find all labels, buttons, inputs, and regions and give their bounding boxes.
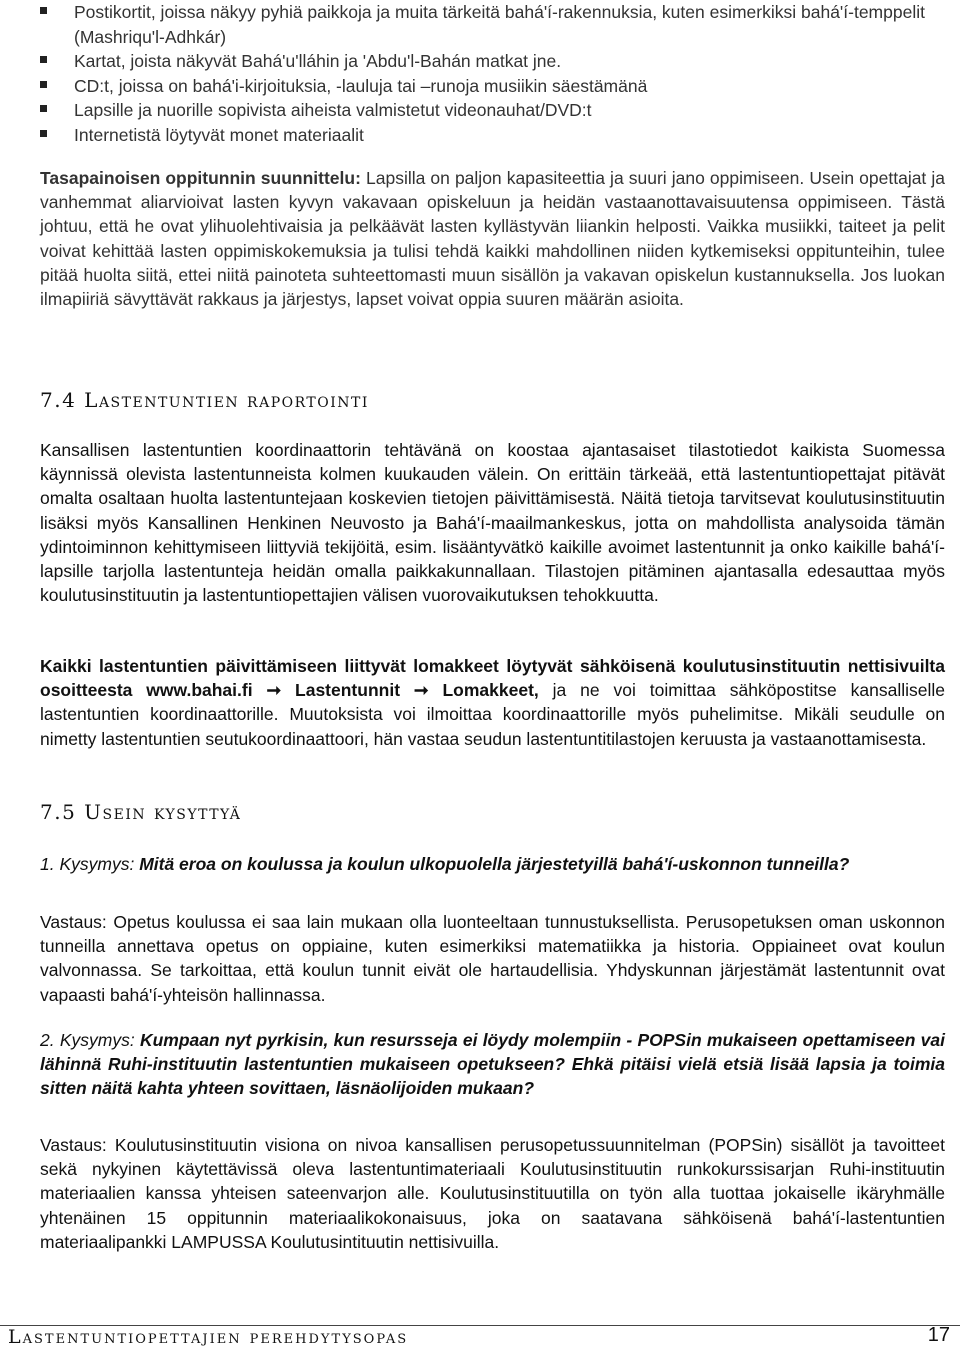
section-heading-7-5: 7.5 Usein kysyttyä [40, 800, 242, 824]
bullet-square-icon [40, 56, 47, 63]
bullet-text: CD:t, joissa on bahá'i-kirjoituksia, -lauluja tai –runoja musiikin säestämänä [74, 75, 648, 96]
bullet-text: Internetistä löytyvät monet materiaalit [74, 124, 364, 145]
list-item [40, 0, 945, 49]
bullet-square-icon [40, 7, 47, 14]
bullet-square-icon [40, 105, 47, 112]
arrow-right-icon: ➞ [413, 680, 429, 701]
path-lastentunnit: Lastentunnit [295, 680, 401, 701]
answer-2: Vastaus: Koulutusinstituutin visiona on nivoa kansallisen perusopetussuunnitelman (POPSin) sisällöt ja tavoitteet sekä nykyinen käytettävissä oleva lastentuntimateriaali Koulutusinstituutin runkokurssisarjan Ruhi-instituutin materiaalien kanssa yhteisen sateenvarjon alle. Koulutusinstituutilla on työn alla tuottaa jokaiselle ikäryhmälle yhtenäinen 15 oppitunnin materiaalikokonaisuus, joka on saatavana sähköisenä bahá'í-lastentuntien materiaalipankki LAMPUSSA Koulutusintituutin nettisivuilla. [40, 1135, 945, 1252]
forms-paragraph [40, 654, 945, 751]
path-lomakkeet: Lomakkeet, [442, 680, 539, 701]
paragraph-lead: Tasapainoisen oppitunnin suunnittelu: [40, 168, 361, 188]
question-text: Kumpaan nyt pyrkisin, kun resursseja ei löydy molempiin - POPSin mukaiseen opettamiseen vai lähinnä Ruhi-instituutin lastentuntien mukaiseen opetukseen? Ehkä pitäisi vielä etsiä lisää lapsia ja toimia sitten näitä kahta yhteen sovittaen, läsnäolijoiden mukaan? [40, 1030, 946, 1099]
question-text: Mitä eroa on koulussa ja koulun ulkopuolella järjestetyillä bahá'í-uskonnon tunneilla? [134, 854, 850, 874]
section-heading-7-4: 7.4 Lastentuntien raportointi [40, 388, 369, 412]
list-item [40, 123, 945, 148]
question-prefix: 2. Kysymys: [40, 1030, 135, 1050]
question-1 [40, 852, 945, 876]
bullet-square-icon [40, 81, 47, 88]
list-item [40, 98, 945, 123]
arrow-right-icon: ➞ [266, 680, 282, 701]
forms-rest-text: ja ne voi toimittaa sähköpostitse kansalliselle lastentuntien koordinaattorille. Muutoksista voi ilmoittaa koordinaattorille myös puhelimitse. Mikäli seudulle on nimetty lastentuntien seutukoordinaattoori, hän vastaa seudun lastentuntitilastojen keruusta ja vastaanottamisesta. [40, 680, 945, 749]
bullet-text: Kartat, joista näkyvät Bahá'u'lláhin ja 'Abdu'l-Bahán matkat jne. [74, 51, 562, 71]
forms-bold-text: Kaikki lastentuntien päivittämiseen liittyvät lomakkeet löytyvät sähköisenä koulutusinstituutin nettisivuilta osoitteesta www.bahai.fi [40, 656, 945, 701]
answer-1: Vastaus: Opetus koulussa ei saa lain mukaan olla luonteeltaan tunnustuksellista. Perusopetuksen oman uskonnon tunneilla annettava opetus on oppiaine, kuten esimerkiksi matematiikka ja historia. Oppiaineet ovat koulun valvonnassa. Se tarkoittaa, että koulun tunnit eivät ole hartaudellisia. Yhdyskunnan järjestämät lastentunnit ovat vapaasti bahá'í-yhteisön hallinnassa. [40, 912, 945, 1005]
resource-bullet-list [40, 0, 945, 147]
page-number: 17 [927, 1324, 950, 1346]
bullet-text: Postikortit, joissa näkyy pyhiä paikkoja ja muita tärkeitä bahá'í-rakennuksia, kuten esimerkiksi bahá'í-temppelit (Mashriqu'l-Adhkár) [74, 2, 925, 47]
bullet-square-icon [40, 130, 47, 137]
question-prefix: 1. Kysymys: [40, 854, 135, 874]
lesson-planning-paragraph [40, 166, 945, 311]
paragraph-text: Lapsilla on paljon kapasiteettia ja suuri jano oppimiseen. Usein opettajat ja vanhemmat aliarvioivat lasten kyvyn vakavaan opiskeluun ja heidän vastaanottavaisuutensa oppimiseen. Tästä johtuu, että he ovat ylihuolehtivaisia ja pelkäävät lasten kyllästyvän liiankin helposti. Vaikka musiikki, taiteet ja pelit voivat kehittää lasten oppimiskokemuksia ja tulisi tehdä kaikki mahdollinen niiden kytkemiseksi oppitunteihin, tulee pitää huolta siitä, ettei niitä painoteta suhteettomasti muun sisällön ja vakavan opiskelun kustannuksella. Jos luokan ilmapiiriä sävyttävät rakkaus ja järjestys, lapset voivat oppia suuren määrän asioita. [40, 168, 945, 310]
footer-title: Lastentuntiopettajien perehdytysopas [8, 1326, 409, 1348]
list-item [40, 74, 945, 99]
question-2 [40, 1028, 945, 1101]
bullet-text: Lapsille ja nuorille sopivista aiheista valmistetut videonauhat/DVD:t [74, 100, 592, 120]
list-item [40, 49, 945, 74]
reporting-paragraph: Kansallisen lastentuntien koordinaattorin tehtävänä on koostaa ajantasaiset tilastotiedot kaikista Suomessa käynnissä olevista lastentunneista kolmen kuukauden välein. On erittäin tärkeää, että lastentuntiopettajat pitävät omalta osaltaan huolta lastentuntejaan koskevien tietojen päivittämisestä. Näitä tietoja tarvitsevat koulutusinstituutin lisäksi myös Kansallinen Henkinen Neuvosto ja Bahá'í-maailmankeskus, jotta on mahdollista analysoida tämän ydintoiminnon kehittymiseen liittyviä tekijöitä, esim. lisääntyvätkö kaikille avoimet lastentunnit ja onko kaikille bahá'í-lapsille tarjolla lastentunteja heidän omalla paikkakunnallaan. Tilastojen pitäminen ajantasalla edesauttaa myös koulutusinstituutin ja lastentuntiopettajien välisen vuorovaikutuksen tehokkuutta. [40, 440, 945, 606]
